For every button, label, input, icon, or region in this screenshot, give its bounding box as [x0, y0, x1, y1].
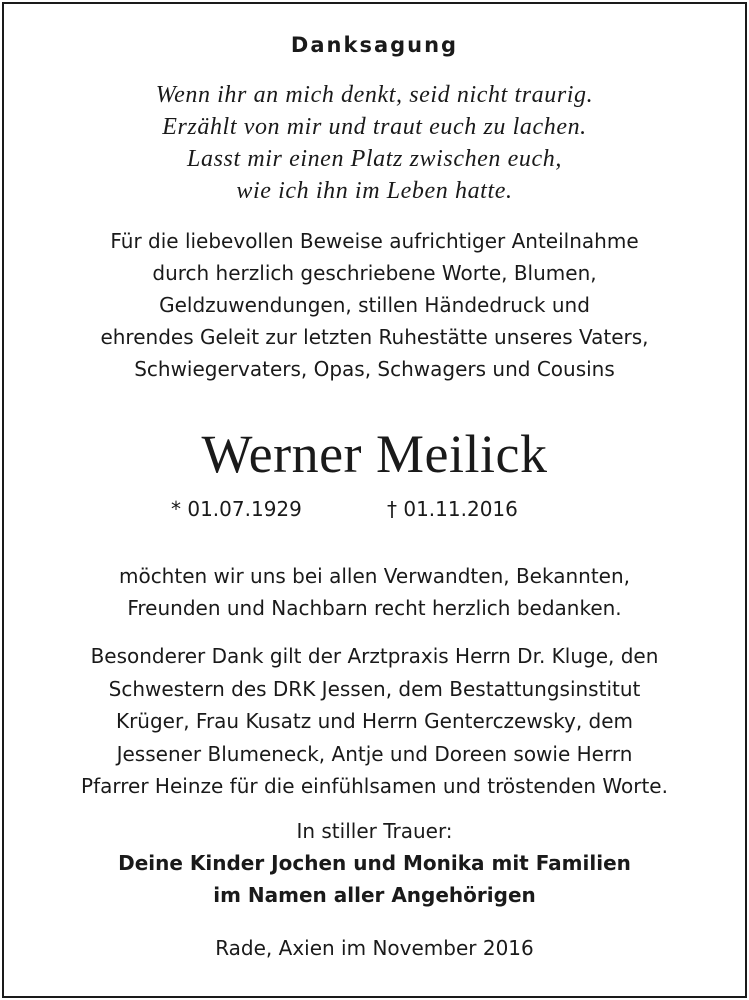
- intro-paragraph: [0, 225, 749, 385]
- intro-line: ehrendes Geleit zur letzten Ruhestätte unseres Vaters,: [100, 325, 649, 349]
- deceased-name: Werner Meilick: [201, 424, 548, 484]
- special-thanks-line: Besonderer Dank gilt der Arztpraxis Herrn Dr. Kluge, den: [90, 644, 659, 668]
- birth-date: * 01.07.1929: [171, 497, 302, 521]
- special-thanks-line: Krüger, Frau Kusatz und Herrn Genterczewsky, dem: [115, 709, 634, 733]
- poem-line: wie ich ihn im Leben hatte.: [236, 178, 513, 204]
- poem: [0, 79, 749, 207]
- special-thanks-line: Jessener Blumeneck, Antje und Doreen sowie Herrn: [116, 741, 633, 766]
- closing-intro: In stiller Trauer:: [296, 819, 453, 843]
- intro-line: Für die liebevollen Beweise aufrichtiger Anteilnahme: [110, 229, 639, 253]
- intro-line: Geldzuwendungen, stillen Händedruck und: [159, 293, 590, 317]
- notice-heading: Danksagung: [290, 33, 459, 57]
- intro-line: Schwiegervaters, Opas, Schwagers und Cousins: [134, 357, 615, 381]
- thanks-line: Freunden und Nachbarn recht herzlich bedanken.: [127, 596, 622, 620]
- death-date: † 01.11.2016: [387, 497, 518, 521]
- special-thanks-paragraph: [0, 640, 749, 803]
- special-thanks-line: Schwestern des DRK Jessen, dem Bestattungsinstitut: [108, 676, 641, 701]
- thanks-paragraph: [0, 560, 749, 624]
- thanks-line: möchten wir uns bei allen Verwandten, Bekannten,: [118, 564, 631, 588]
- intro-line: durch herzlich geschriebene Worte, Blumen,: [152, 261, 597, 285]
- closing-signature: [0, 815, 749, 911]
- poem-line: Erzählt von mir und traut euch zu lachen.: [162, 114, 587, 140]
- poem-line: Wenn ihr an mich denkt, seid nicht traurig.: [155, 82, 594, 108]
- relatives-signature: im Namen aller Angehörigen: [213, 883, 536, 907]
- poem-line: Lasst mir einen Platz zwischen euch,: [187, 146, 562, 172]
- place-date: Rade, Axien im November 2016: [215, 936, 534, 960]
- special-thanks-line: Pfarrer Heinze für die einfühlsamen und tröstenden Worte.: [81, 774, 668, 798]
- family-signature: Deine Kinder Jochen und Monika mit Familien: [118, 851, 631, 875]
